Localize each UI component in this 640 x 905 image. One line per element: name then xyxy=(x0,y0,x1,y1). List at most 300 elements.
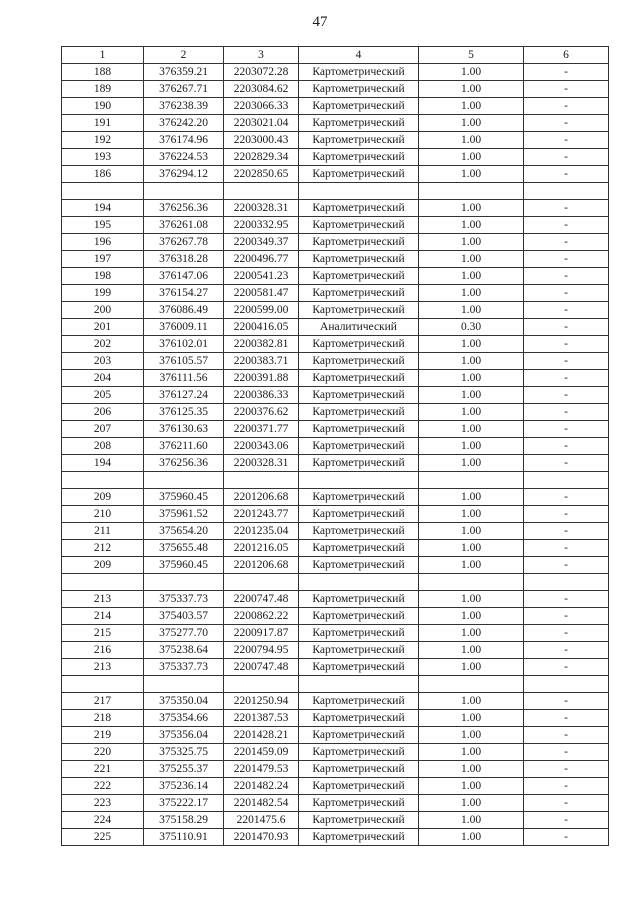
table-row xyxy=(62,676,609,693)
note-cell: - xyxy=(524,285,609,302)
accuracy-cell: 1.00 xyxy=(419,217,524,234)
point-number-cell: 211 xyxy=(62,523,144,540)
method-cell: Картометрический xyxy=(299,642,419,659)
note-cell: - xyxy=(524,506,609,523)
table-row xyxy=(62,149,609,166)
table-row xyxy=(62,183,609,200)
column-header: 3 xyxy=(224,47,299,64)
y-coordinate-cell: 2201470.93 xyxy=(224,829,299,846)
y-coordinate-cell: 2200581.47 xyxy=(224,285,299,302)
note-cell xyxy=(524,574,609,591)
point-number-cell xyxy=(62,574,144,591)
note-cell: - xyxy=(524,659,609,676)
accuracy-cell: 1.00 xyxy=(419,693,524,710)
x-coordinate-cell: 376238.39 xyxy=(144,98,224,115)
y-coordinate-cell: 2200794.95 xyxy=(224,642,299,659)
point-number-cell: 189 xyxy=(62,81,144,98)
y-coordinate-cell: 2200541.23 xyxy=(224,268,299,285)
accuracy-cell: 1.00 xyxy=(419,115,524,132)
method-cell: Картометрический xyxy=(299,234,419,251)
point-number-cell: 209 xyxy=(62,489,144,506)
accuracy-cell: 1.00 xyxy=(419,302,524,319)
table-row xyxy=(62,642,609,659)
note-cell: - xyxy=(524,608,609,625)
method-cell: Картометрический xyxy=(299,557,419,574)
accuracy-cell: 1.00 xyxy=(419,795,524,812)
point-number-cell: 197 xyxy=(62,251,144,268)
y-coordinate-cell: 2200391.88 xyxy=(224,370,299,387)
y-coordinate-cell: 2201482.24 xyxy=(224,778,299,795)
note-cell: - xyxy=(524,438,609,455)
point-number-cell: 202 xyxy=(62,336,144,353)
x-coordinate-cell: 376102.01 xyxy=(144,336,224,353)
accuracy-cell: 1.00 xyxy=(419,285,524,302)
accuracy-cell: 1.00 xyxy=(419,710,524,727)
method-cell: Картометрический xyxy=(299,778,419,795)
x-coordinate-cell: 376125.35 xyxy=(144,404,224,421)
x-coordinate-cell: 376174.96 xyxy=(144,132,224,149)
table-row xyxy=(62,132,609,149)
method-cell: Картометрический xyxy=(299,421,419,438)
point-number-cell: 222 xyxy=(62,778,144,795)
x-coordinate-cell: 375158.29 xyxy=(144,812,224,829)
accuracy-cell xyxy=(419,183,524,200)
accuracy-cell: 1.00 xyxy=(419,489,524,506)
point-number-cell: 217 xyxy=(62,693,144,710)
point-number-cell: 200 xyxy=(62,302,144,319)
x-coordinate-cell: 376211.60 xyxy=(144,438,224,455)
point-number-cell: 206 xyxy=(62,404,144,421)
note-cell: - xyxy=(524,778,609,795)
coordinates-table xyxy=(61,46,609,846)
x-coordinate-cell: 375960.45 xyxy=(144,557,224,574)
note-cell: - xyxy=(524,353,609,370)
accuracy-cell xyxy=(419,472,524,489)
x-coordinate-cell: 375961.52 xyxy=(144,506,224,523)
y-coordinate-cell: 2200386.33 xyxy=(224,387,299,404)
accuracy-cell: 1.00 xyxy=(419,761,524,778)
point-number-cell: 205 xyxy=(62,387,144,404)
method-cell: Картометрический xyxy=(299,217,419,234)
x-coordinate-cell: 375960.45 xyxy=(144,489,224,506)
table-row xyxy=(62,523,609,540)
table-row xyxy=(62,387,609,404)
x-coordinate-cell: 375222.17 xyxy=(144,795,224,812)
point-number-cell: 199 xyxy=(62,285,144,302)
method-cell: Картометрический xyxy=(299,64,419,81)
accuracy-cell: 1.00 xyxy=(419,234,524,251)
accuracy-cell: 1.00 xyxy=(419,812,524,829)
table-row xyxy=(62,472,609,489)
method-cell: Картометрический xyxy=(299,659,419,676)
point-number-cell: 216 xyxy=(62,642,144,659)
x-coordinate-cell: 376256.36 xyxy=(144,455,224,472)
table-row xyxy=(62,166,609,183)
method-cell: Картометрический xyxy=(299,489,419,506)
x-coordinate-cell: 375325.75 xyxy=(144,744,224,761)
y-coordinate-cell: 2200332.95 xyxy=(224,217,299,234)
x-coordinate-cell: 375255.37 xyxy=(144,761,224,778)
note-cell: - xyxy=(524,421,609,438)
x-coordinate-cell: 376009.11 xyxy=(144,319,224,336)
table-row xyxy=(62,302,609,319)
point-number-cell: 193 xyxy=(62,149,144,166)
note-cell: - xyxy=(524,81,609,98)
note-cell: - xyxy=(524,217,609,234)
table-row xyxy=(62,659,609,676)
point-number-cell xyxy=(62,472,144,489)
accuracy-cell: 1.00 xyxy=(419,404,524,421)
note-cell: - xyxy=(524,557,609,574)
y-coordinate-cell: 2200371.77 xyxy=(224,421,299,438)
note-cell: - xyxy=(524,523,609,540)
column-header: 4 xyxy=(299,47,419,64)
accuracy-cell: 1.00 xyxy=(419,744,524,761)
y-coordinate-cell: 2201235.04 xyxy=(224,523,299,540)
point-number-cell: 190 xyxy=(62,98,144,115)
note-cell: - xyxy=(524,370,609,387)
accuracy-cell: 1.00 xyxy=(419,149,524,166)
method-cell: Картометрический xyxy=(299,81,419,98)
y-coordinate-cell: 2200328.31 xyxy=(224,200,299,217)
table-header-row xyxy=(62,47,609,64)
accuracy-cell: 1.00 xyxy=(419,81,524,98)
y-coordinate-cell: 2201482.54 xyxy=(224,795,299,812)
table-row xyxy=(62,336,609,353)
note-cell: - xyxy=(524,829,609,846)
y-coordinate-cell: 2203000.43 xyxy=(224,132,299,149)
table-row xyxy=(62,608,609,625)
method-cell: Картометрический xyxy=(299,404,419,421)
note-cell: - xyxy=(524,455,609,472)
point-number-cell: 221 xyxy=(62,761,144,778)
method-cell: Картометрический xyxy=(299,727,419,744)
point-number-cell: 201 xyxy=(62,319,144,336)
method-cell: Картометрический xyxy=(299,149,419,166)
method-cell: Картометрический xyxy=(299,829,419,846)
point-number-cell: 213 xyxy=(62,591,144,608)
point-number-cell: 214 xyxy=(62,608,144,625)
method-cell: Картометрический xyxy=(299,251,419,268)
note-cell: - xyxy=(524,149,609,166)
method-cell: Картометрический xyxy=(299,336,419,353)
method-cell: Картометрический xyxy=(299,540,419,557)
note-cell: - xyxy=(524,591,609,608)
x-coordinate-cell: 375110.91 xyxy=(144,829,224,846)
point-number-cell xyxy=(62,183,144,200)
table-row xyxy=(62,115,609,132)
method-cell xyxy=(299,676,419,693)
accuracy-cell: 1.00 xyxy=(419,829,524,846)
table-body xyxy=(62,64,609,846)
y-coordinate-cell: 2201428.21 xyxy=(224,727,299,744)
accuracy-cell: 1.00 xyxy=(419,200,524,217)
accuracy-cell: 1.00 xyxy=(419,523,524,540)
y-coordinate-cell: 2202850.65 xyxy=(224,166,299,183)
accuracy-cell: 1.00 xyxy=(419,455,524,472)
x-coordinate-cell: 376086.49 xyxy=(144,302,224,319)
point-number-cell: 223 xyxy=(62,795,144,812)
note-cell: - xyxy=(524,710,609,727)
point-number-cell: 194 xyxy=(62,455,144,472)
x-coordinate-cell: 375350.04 xyxy=(144,693,224,710)
x-coordinate-cell: 376267.78 xyxy=(144,234,224,251)
note-cell: - xyxy=(524,200,609,217)
note-cell: - xyxy=(524,251,609,268)
x-coordinate-cell: 376261.08 xyxy=(144,217,224,234)
x-coordinate-cell: 376256.36 xyxy=(144,200,224,217)
table-row xyxy=(62,727,609,744)
x-coordinate-cell: 376127.24 xyxy=(144,387,224,404)
y-coordinate-cell: 2201387.53 xyxy=(224,710,299,727)
column-header: 2 xyxy=(144,47,224,64)
table-row xyxy=(62,64,609,81)
y-coordinate-cell: 2200599.00 xyxy=(224,302,299,319)
x-coordinate-cell xyxy=(144,574,224,591)
x-coordinate-cell: 375277.70 xyxy=(144,625,224,642)
x-coordinate-cell: 375403.57 xyxy=(144,608,224,625)
accuracy-cell: 1.00 xyxy=(419,540,524,557)
point-number-cell: 191 xyxy=(62,115,144,132)
x-coordinate-cell xyxy=(144,183,224,200)
y-coordinate-cell: 2200747.48 xyxy=(224,591,299,608)
table-row xyxy=(62,217,609,234)
accuracy-cell: 1.00 xyxy=(419,251,524,268)
table-row xyxy=(62,744,609,761)
note-cell: - xyxy=(524,234,609,251)
note-cell: - xyxy=(524,744,609,761)
x-coordinate-cell: 376318.28 xyxy=(144,251,224,268)
x-coordinate-cell: 375337.73 xyxy=(144,659,224,676)
table-row xyxy=(62,506,609,523)
x-coordinate-cell: 375354.66 xyxy=(144,710,224,727)
accuracy-cell xyxy=(419,574,524,591)
x-coordinate-cell: 376359.21 xyxy=(144,64,224,81)
note-cell: - xyxy=(524,404,609,421)
y-coordinate-cell xyxy=(224,183,299,200)
x-coordinate-cell: 376294.12 xyxy=(144,166,224,183)
y-coordinate-cell: 2200328.31 xyxy=(224,455,299,472)
note-cell xyxy=(524,472,609,489)
method-cell: Картометрический xyxy=(299,693,419,710)
y-coordinate-cell: 2201206.68 xyxy=(224,489,299,506)
y-coordinate-cell: 2203072.28 xyxy=(224,64,299,81)
table-row xyxy=(62,829,609,846)
note-cell: - xyxy=(524,302,609,319)
point-number-cell: 218 xyxy=(62,710,144,727)
accuracy-cell: 1.00 xyxy=(419,625,524,642)
point-number-cell: 215 xyxy=(62,625,144,642)
column-header: 1 xyxy=(62,47,144,64)
method-cell: Картометрический xyxy=(299,387,419,404)
method-cell: Картометрический xyxy=(299,523,419,540)
note-cell: - xyxy=(524,64,609,81)
method-cell: Картометрический xyxy=(299,370,419,387)
x-coordinate-cell: 375654.20 xyxy=(144,523,224,540)
accuracy-cell: 1.00 xyxy=(419,421,524,438)
method-cell: Картометрический xyxy=(299,591,419,608)
point-number-cell: 192 xyxy=(62,132,144,149)
x-coordinate-cell: 376111.56 xyxy=(144,370,224,387)
method-cell: Картометрический xyxy=(299,268,419,285)
accuracy-cell: 1.00 xyxy=(419,132,524,149)
y-coordinate-cell: 2201459.09 xyxy=(224,744,299,761)
y-coordinate-cell: 2203084.62 xyxy=(224,81,299,98)
x-coordinate-cell: 375337.73 xyxy=(144,591,224,608)
method-cell: Картометрический xyxy=(299,710,419,727)
table-row xyxy=(62,761,609,778)
accuracy-cell: 0.30 xyxy=(419,319,524,336)
y-coordinate-cell xyxy=(224,472,299,489)
point-number-cell: 203 xyxy=(62,353,144,370)
accuracy-cell: 1.00 xyxy=(419,64,524,81)
y-coordinate-cell: 2201250.94 xyxy=(224,693,299,710)
table-row xyxy=(62,200,609,217)
x-coordinate-cell: 376267.71 xyxy=(144,81,224,98)
y-coordinate-cell: 2200382.81 xyxy=(224,336,299,353)
x-coordinate-cell xyxy=(144,676,224,693)
point-number-cell: 224 xyxy=(62,812,144,829)
note-cell: - xyxy=(524,489,609,506)
note-cell: - xyxy=(524,336,609,353)
note-cell: - xyxy=(524,98,609,115)
table-row xyxy=(62,234,609,251)
accuracy-cell: 1.00 xyxy=(419,557,524,574)
x-coordinate-cell: 376224.53 xyxy=(144,149,224,166)
table-row xyxy=(62,353,609,370)
method-cell: Картометрический xyxy=(299,200,419,217)
x-coordinate-cell: 375655.48 xyxy=(144,540,224,557)
y-coordinate-cell: 2201479.53 xyxy=(224,761,299,778)
y-coordinate-cell: 2200349.37 xyxy=(224,234,299,251)
table-row xyxy=(62,285,609,302)
y-coordinate-cell: 2200376.62 xyxy=(224,404,299,421)
point-number-cell: 194 xyxy=(62,200,144,217)
accuracy-cell: 1.00 xyxy=(419,166,524,183)
y-coordinate-cell xyxy=(224,676,299,693)
x-coordinate-cell: 376242.20 xyxy=(144,115,224,132)
point-number-cell: 195 xyxy=(62,217,144,234)
table-row xyxy=(62,370,609,387)
table-row xyxy=(62,591,609,608)
table-row xyxy=(62,438,609,455)
table-row xyxy=(62,625,609,642)
x-coordinate-cell: 376147.06 xyxy=(144,268,224,285)
table-row xyxy=(62,710,609,727)
note-cell xyxy=(524,183,609,200)
point-number-cell: 220 xyxy=(62,744,144,761)
y-coordinate-cell: 2203066.33 xyxy=(224,98,299,115)
table-row xyxy=(62,540,609,557)
note-cell: - xyxy=(524,166,609,183)
method-cell: Картометрический xyxy=(299,302,419,319)
method-cell: Картометрический xyxy=(299,625,419,642)
point-number-cell: 207 xyxy=(62,421,144,438)
point-number-cell: 208 xyxy=(62,438,144,455)
method-cell: Картометрический xyxy=(299,115,419,132)
table-row xyxy=(62,268,609,285)
table-row xyxy=(62,795,609,812)
method-cell: Картометрический xyxy=(299,98,419,115)
accuracy-cell: 1.00 xyxy=(419,727,524,744)
y-coordinate-cell: 2201475.6 xyxy=(224,812,299,829)
note-cell: - xyxy=(524,540,609,557)
x-coordinate-cell: 376130.63 xyxy=(144,421,224,438)
accuracy-cell: 1.00 xyxy=(419,659,524,676)
accuracy-cell: 1.00 xyxy=(419,778,524,795)
note-cell: - xyxy=(524,761,609,778)
point-number-cell: 225 xyxy=(62,829,144,846)
method-cell: Аналитический xyxy=(299,319,419,336)
y-coordinate-cell: 2200496.77 xyxy=(224,251,299,268)
y-coordinate-cell: 2201243.77 xyxy=(224,506,299,523)
y-coordinate-cell xyxy=(224,574,299,591)
y-coordinate-cell: 2203021.04 xyxy=(224,115,299,132)
table-row xyxy=(62,251,609,268)
x-coordinate-cell: 376105.57 xyxy=(144,353,224,370)
x-coordinate-cell xyxy=(144,472,224,489)
point-number-cell: 204 xyxy=(62,370,144,387)
note-cell: - xyxy=(524,625,609,642)
point-number-cell: 210 xyxy=(62,506,144,523)
table-row xyxy=(62,421,609,438)
y-coordinate-cell: 2200383.71 xyxy=(224,353,299,370)
method-cell: Картометрический xyxy=(299,132,419,149)
table-row xyxy=(62,319,609,336)
note-cell: - xyxy=(524,795,609,812)
table-row xyxy=(62,455,609,472)
accuracy-cell: 1.00 xyxy=(419,336,524,353)
y-coordinate-cell: 2201206.68 xyxy=(224,557,299,574)
table-row xyxy=(62,574,609,591)
accuracy-cell: 1.00 xyxy=(419,387,524,404)
y-coordinate-cell: 2200917.87 xyxy=(224,625,299,642)
y-coordinate-cell: 2201216.05 xyxy=(224,540,299,557)
method-cell xyxy=(299,574,419,591)
method-cell: Картометрический xyxy=(299,608,419,625)
method-cell: Картометрический xyxy=(299,455,419,472)
y-coordinate-cell: 2200862.22 xyxy=(224,608,299,625)
point-number-cell: 188 xyxy=(62,64,144,81)
point-number-cell xyxy=(62,676,144,693)
point-number-cell: 196 xyxy=(62,234,144,251)
table-row xyxy=(62,489,609,506)
accuracy-cell: 1.00 xyxy=(419,642,524,659)
accuracy-cell: 1.00 xyxy=(419,370,524,387)
accuracy-cell xyxy=(419,676,524,693)
column-header: 5 xyxy=(419,47,524,64)
point-number-cell: 198 xyxy=(62,268,144,285)
point-number-cell: 219 xyxy=(62,727,144,744)
table-row xyxy=(62,778,609,795)
table-row xyxy=(62,812,609,829)
x-coordinate-cell: 375238.64 xyxy=(144,642,224,659)
accuracy-cell: 1.00 xyxy=(419,268,524,285)
method-cell: Картометрический xyxy=(299,761,419,778)
note-cell: - xyxy=(524,693,609,710)
method-cell: Картометрический xyxy=(299,812,419,829)
note-cell: - xyxy=(524,268,609,285)
note-cell: - xyxy=(524,132,609,149)
table-row xyxy=(62,81,609,98)
y-coordinate-cell: 2200747.48 xyxy=(224,659,299,676)
accuracy-cell: 1.00 xyxy=(419,353,524,370)
note-cell: - xyxy=(524,387,609,404)
method-cell: Картометрический xyxy=(299,166,419,183)
note-cell: - xyxy=(524,115,609,132)
note-cell: - xyxy=(524,727,609,744)
point-number-cell: 213 xyxy=(62,659,144,676)
